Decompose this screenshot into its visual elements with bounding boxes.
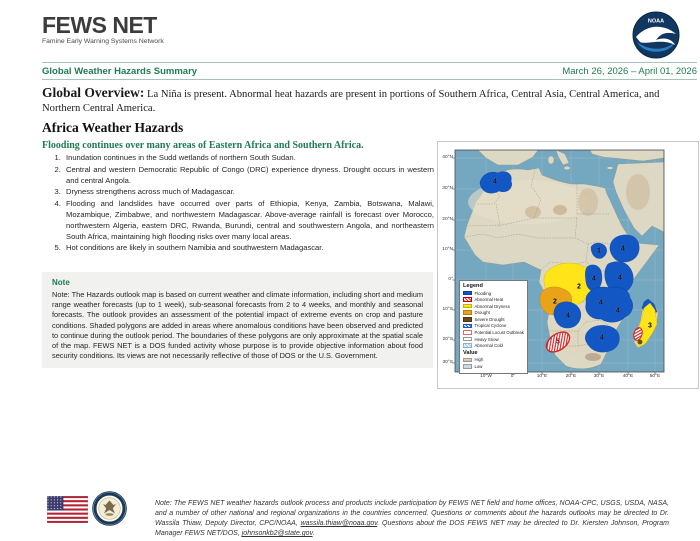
legend-item: [463, 330, 524, 335]
legend-item-label: Drought: [474, 310, 490, 316]
hazard-number-zambia: 4: [599, 299, 603, 307]
africa-section-subtitle: Flooding continues over many areas of Eastern Africa and Southern Africa.: [42, 140, 364, 151]
lat-axis-label: 10°S: [442, 307, 453, 312]
hazard-number-central-angola: 4: [566, 312, 570, 320]
legend-item: [463, 357, 524, 362]
africa-section-title: Africa Weather Hazards: [42, 120, 184, 135]
high-swatch-icon: [463, 358, 472, 363]
legend-item: [463, 317, 524, 322]
legend-item: [463, 297, 524, 302]
hazard-number-zimbabwe-ne-south-africa: 4: [600, 334, 604, 342]
legend-item-label: Tropical Cyclone: [474, 323, 507, 329]
legend-item-label: Abnormal Dryness: [474, 303, 510, 309]
locust-swatch-icon: [463, 330, 472, 335]
cyclone-swatch-icon: [463, 324, 472, 329]
global-overview-text: La Niña is present. Abnormal heat hazards are present in portions of Southern Africa, Central Asia, Central America, and Northern Central America.: [42, 89, 660, 114]
lat-axis-label: 20°N: [442, 217, 453, 222]
severe-drought-swatch-icon: [463, 317, 472, 322]
footer-note-text: Note: The FEWS NET weather hazards outlook process and products include participation by FEWS NET field and home offices, NOAA-CPC, USGS, USDA, NASA, and a number of other national and regional organizations in the countries concerned. Questions or comments about the hazards outlooks may be directed to Dr. Wassila Thiaw, Deputy Director, CPC/NOAA,: [155, 500, 669, 527]
lat-axis-label: 20°S: [442, 337, 453, 342]
hazard-number-southern-namibia-heat: 5: [556, 338, 560, 346]
lat-axis-label: 10°N: [442, 247, 453, 252]
lat-axis-label: 40°N: [442, 155, 453, 160]
legend-title: Legend: [463, 283, 483, 289]
email-link-state[interactable]: johnsonkb2@state.gov: [241, 530, 313, 537]
legend-item: [463, 337, 524, 342]
note-text: Note: The Hazards outlook map is based on current weather and climate information, including short and medium range weather forecasts (up to 1 week), sub-seasonal forecasts from 2 to 4 weeks, and monthly and seasonal forecasts. The outlook provides an assessment of the potential impact of extreme events on crop and pasture conditions. Shaded polygons are added in areas where anomalous conditions have been observed and predicted to continue during the outlook period. The boundaries of these polygons are only approximate at the spatial scale of the map. FEWS NET is a DOS funded activity whose purpose is to provide objective information about food security conditions. Its views are not necessarily reflective of those of DOS or the U.S. Government.: [52, 290, 423, 361]
hazard-number-eastern-drc: 4: [592, 275, 596, 283]
legend-value-items: [463, 357, 524, 369]
legend-item-label: Low: [474, 363, 483, 369]
legend-items: [463, 291, 524, 349]
africa-hazard-list: [42, 153, 434, 254]
lon-axis-label: 20°E: [565, 374, 577, 379]
africa-hazard-list-container: [42, 153, 434, 255]
legend-item-label: High: [474, 357, 484, 363]
fews-net-wordmark: FEWS NET: [42, 12, 157, 38]
note-box: [42, 272, 433, 368]
hazard-list-item: 2. Central and western Democratic Republic of Congo (DRC) experience dryness. Drought occurs in western and central Angola.: [63, 165, 434, 187]
africa-hazards-map: [437, 141, 699, 389]
legend-item-label: Severe Drought: [474, 316, 505, 322]
legend-item: [463, 291, 524, 296]
snow-swatch-icon: [463, 337, 472, 342]
report-date-range: March 26, 2026 – April 01, 2026: [562, 65, 697, 77]
global-overview: [42, 86, 676, 115]
hazard-number-drc-dryness: 2: [577, 283, 581, 291]
state-department-seal-icon: [92, 491, 127, 526]
legend-item: [463, 310, 524, 315]
lon-axis-label: 10°E: [536, 374, 548, 379]
legend-value-title: Value: [463, 349, 478, 356]
legend-item: [463, 364, 524, 369]
dryness-swatch-icon: [463, 304, 472, 309]
hazard-list-item: 1. Inundation continues in the Sudd wetlands of northern South Sudan.: [63, 153, 434, 164]
email-link-noaa[interactable]: wassila.thiaw@noaa.gov: [300, 520, 378, 527]
fews-net-tagline: Famine Early Warning Systems Network: [42, 38, 164, 45]
fews-net-logo: [42, 13, 164, 45]
footer-note-middle: . Questions about the DOS FEWS NET may be directed to Dr. Kiersten Johnson, Program Manager FEWS NET/DOS,: [155, 520, 669, 537]
lat-axis-label: 0°: [448, 277, 453, 282]
report-title: Global Weather Hazards Summary: [42, 65, 198, 77]
lon-axis-label: 30°E: [593, 374, 605, 379]
lat-axis-label: 30°S: [442, 360, 453, 365]
lon-axis-label: 40°E: [622, 374, 634, 379]
lon-axis-label: 10°W: [480, 374, 492, 379]
lon-axis-label: 50°E: [649, 374, 661, 379]
hazard-number-morocco-nw-algeria: 4: [493, 178, 497, 186]
flood-swatch-icon: [463, 291, 472, 296]
legend-item: [463, 343, 524, 348]
hazard-list-item: 5. Hot conditions are likely in southern Namibia and southwestern Madagascar.: [63, 243, 434, 254]
global-overview-label: Global Overview:: [42, 85, 145, 100]
map-legend: [459, 280, 528, 374]
legend-item: [463, 304, 524, 309]
footer-note: [155, 499, 669, 539]
footer-note-suffix: .: [312, 530, 315, 537]
hazard-list-item: 4. Flooding and landslides have occurred over parts of Ethiopia, Kenya, Zambia, Botswana, Malawi, Mozambique, Zimbabwe, and northwestern Madagascar. Above-average rainfall is forecast over Morocco, northwestern Algeria, eastern DRC, Rwanda, Burundi, central and southwestern Angola, and northeastern South Africa, maintaining high flooding risks over many local areas.: [63, 199, 434, 242]
heat-swatch-icon: [463, 297, 472, 302]
drought-swatch-icon: [463, 310, 472, 315]
hazard-number-madagascar-dryness: 3: [648, 322, 652, 330]
legend-item: [463, 323, 524, 328]
hazard-number-malawi-mozambique: 4: [616, 307, 620, 315]
legend-item-label: Potential Locust Outbreak: [474, 330, 524, 336]
report-titlebar: [42, 62, 697, 80]
us-flag-icon: [47, 496, 88, 523]
note-title: Note: [52, 278, 70, 287]
low-swatch-icon: [463, 364, 472, 369]
legend-item-label: Abnormal Heat: [474, 297, 504, 303]
hazard-list-item: 3. Dryness strengthens across much of Madagascar.: [63, 187, 434, 198]
noaa-logo-icon: [632, 11, 680, 59]
svg-text:NOAA: NOAA: [647, 18, 665, 25]
hazard-number-south-sudan: 1: [597, 247, 601, 255]
legend-item-label: Flooding: [474, 290, 491, 296]
lat-axis-label: 30°N: [442, 186, 453, 191]
cold-swatch-icon: [463, 343, 472, 348]
lon-axis-label: 0°: [510, 374, 516, 379]
hazard-number-kenya: 4: [618, 274, 622, 282]
hazard-number-angola-drought: 2: [553, 298, 557, 306]
legend-item-label: Heavy Snow: [474, 336, 499, 342]
legend-item-label: Abnormal Cold: [474, 343, 503, 349]
hazard-number-ethiopia: 4: [621, 245, 625, 253]
